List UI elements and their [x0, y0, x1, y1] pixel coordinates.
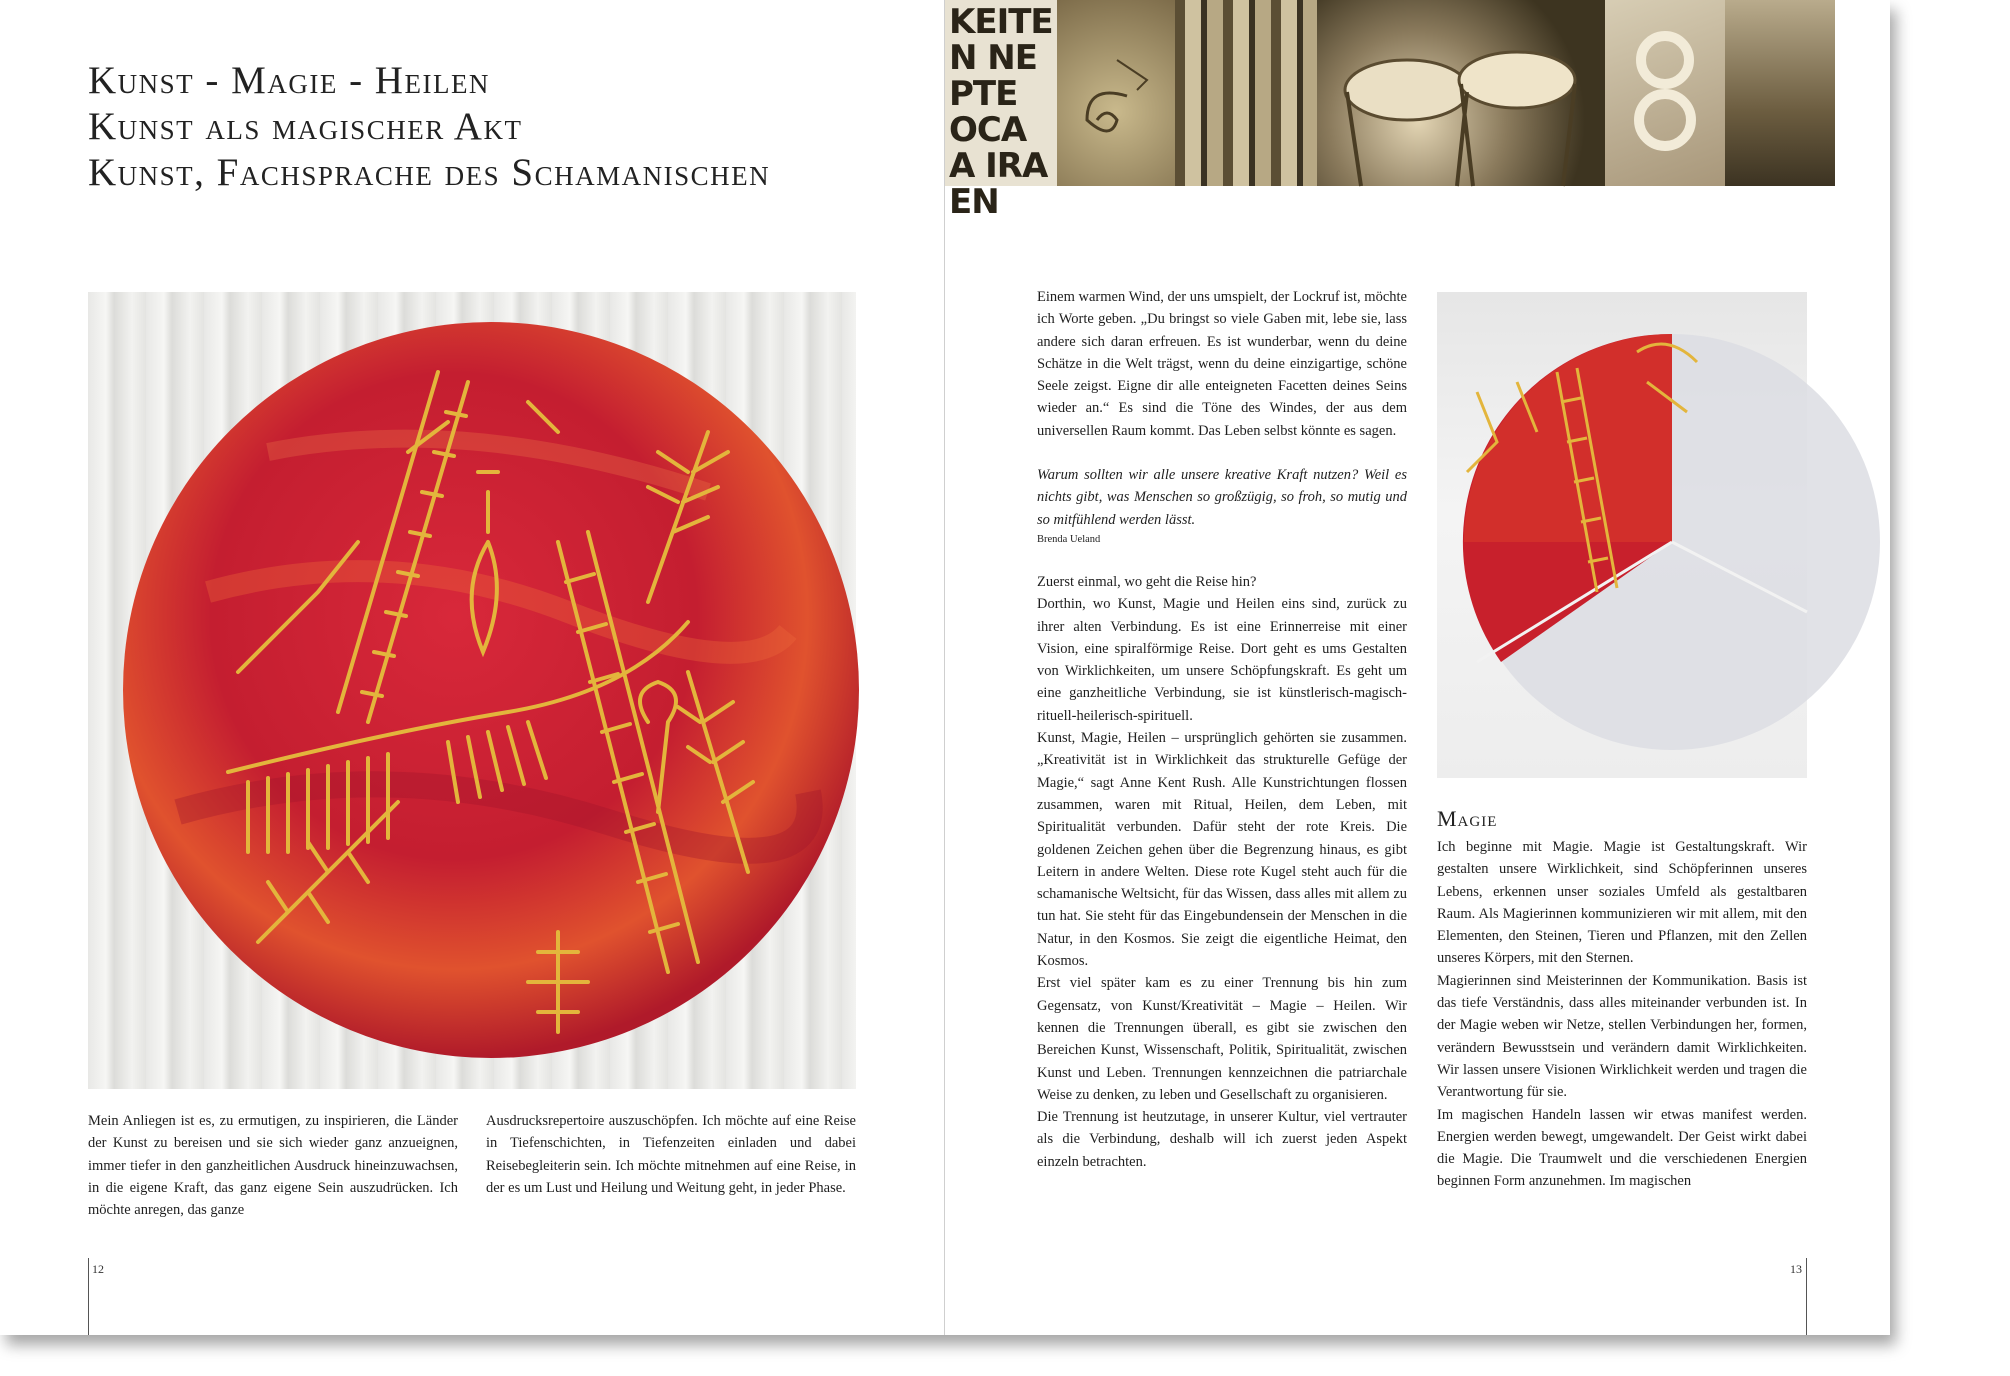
unity-paragraph: Kunst, Magie, Heilen – ursprünglich gehörten sie zusammen. „Kreativität ist in Wirklichkeit das strukturelle Gefüge der Magie,“ sagt Anne Kent Rush. Alle Kunstrichtungen flossen zusammen, waren mit Ritual, Heilen, dem Leben, mit Spiritualität verbunden. Dafür steht der rote Kreis. Die goldenen Zeichen gehen über die Begrenzung hinaus, es gibt Leitern in andere Welten. Diese rote Kugel steht auch für die schamanische Weltsicht, für das Wissen, dass alles mit allem zu tun hat. Sie steht für das Eingebundensein der Menschen in die Natur, in den Kosmos. Sie zeigt die eigentliche Heimat, den Kosmos.: [1037, 730, 1407, 970]
folio-rule-left: [88, 1258, 89, 1335]
page-number-right: 13: [1790, 1262, 1802, 1276]
closing-paragraph: Die Trennung ist heutzutage, in unserer Kultur, viel vertrauter als die Verbindung, deshalb will ich zuerst jeden Aspekt einzeln betrachten.: [1037, 1109, 1407, 1170]
journey-paragraph: Dorthin, wo Kunst, Magie und Heilen eins sind, zurück zu ihrer alten Verbindung. Es ist eine Erinnerreise mit einer Vision, eine spiralförmige Reise. Dort geht es ums Gestalten von Wirklichkeiten, um unsere Schöpfungskraft. Es geht um eine ganzheitliche Verbindung, sie ist künstlerisch-magisch-rituell-heilerisch-spirituell.: [1037, 596, 1407, 724]
half-disc-artwork: [1437, 292, 1807, 778]
red-disc-painting: [88, 292, 856, 1089]
quote-author: Brenda Ueland: [1037, 533, 1101, 545]
question-line: Zuerst einmal, wo geht die Reise hin?: [1037, 573, 1257, 590]
magie-paragraph-3: Im magischen Handeln lassen wir etwas manifest werden. Energien werden bewegt, umgewandelt. Der Geist wirkt dabei die Magie. Die Traumwelt und die verschiedenen Energien beginnen Form anzunehmen. Im magischen: [1437, 1106, 1807, 1190]
quote-text: Warum sollten wir alle unsere kreative Kraft nutzen? Weil es nichts gibt, was Menschen so großzügig, so froh, so mutig und so mitfühlend werden lässt.: [1037, 467, 1407, 528]
separation-paragraph: Erst viel später kam es zu einer Trennung bis hin zum Gegensatz, von Kunst/Kreativität – Magie – Heilen. Wir kennen die Trennungen überall, es gibt sie zwischen den Bereichen Kunst, Wissenschaft, Politik, Spiritualität, zwischen Kunst und Leben. Trennungen kennzeichnen die patriarchale Weise zu denken, zu leben und Gesellschaft zu organisieren.: [1037, 975, 1407, 1103]
strip-landscape-image: [1725, 0, 1835, 186]
title-line-1: Kunst - Magie - Heilen: [88, 59, 490, 102]
main-text-column: [1037, 286, 1407, 1173]
photo-strip: [945, 0, 1895, 222]
magie-paragraph-1: Ich beginne mit Magie. Magie ist Gestaltungskraft. Wir gestalten unsere Wirklichkeit, sind Schöpferinnen unseres Lebens, erkennen unser soziales Umfeld als gestaltbaren Raum. Als Magierinnen kommunizieren wir mit allem, mit den Elementen, den Steinen, Tieren und Pflanzen, mit den Zellen unseres Körpers, mit den Sternen.: [1437, 839, 1807, 967]
strip-drums-image: [1317, 0, 1605, 186]
magie-text-column: [1437, 836, 1807, 1193]
section-heading-magie: Magie: [1437, 806, 1498, 831]
strip-figures-image: [1175, 0, 1317, 186]
intro-paragraph: Einem warmen Wind, der uns umspielt, der Lockruf ist, möchte ich Worte geben. „Du bringst so viele Gaben mit, lebe sie, lass andere sich daran erfreuen. Es ist wunderbar, wenn du deine Schätze in die Welt trägst, wenn du deine einzigartige, schöne Seele zeigst. Eigne dir alle enteigneten Facetten deines Seins wieder an.“ Es sind die Töne des Windes, der aus dem universellen Raum kommt. Das Leben selbst könnte es sagen.: [1037, 289, 1407, 439]
strip-typography-text: KEITEN NEPTE OCA A IRA EN: [949, 2, 1053, 222]
strip-typography-image: [945, 0, 1057, 222]
folio-rule-right: [1806, 1258, 1807, 1335]
red-disc: [123, 322, 859, 1058]
title-line-3: Kunst, Fachsprache des Schamanischen: [88, 151, 771, 194]
page-number-left: 12: [92, 1262, 104, 1276]
title-line-2: Kunst als magischer Akt: [88, 105, 523, 148]
half-disc-painting: [1437, 292, 1807, 778]
strip-carving-image: [1605, 0, 1725, 186]
intro-text-col1: Mein Anliegen ist es, zu ermutigen, zu inspirieren, die Länder der Kunst zu bereisen und sie sich wieder ganz anzueignen, immer tiefer in den ganzheitlichen Ausdruck hineinzuwachsen, in die eigene Kraft, das ganz eigene Sein auszudrücken. Ich möchte anregen, das ganze: [88, 1113, 458, 1219]
magie-paragraph-2: Magierinnen sind Meisterinnen der Kommunikation. Basis ist das tiefe Verständnis, dass alles miteinander verbunden ist. In der Magie weben wir Netze, stellen Verbindungen her, formen, verändern Bewusstsein und verändern damit Wirklichkeiten. Wir lassen unsere Visionen Wirklichkeit werden und tragen die Verantwortung für sie.: [1437, 972, 1807, 1101]
red-disc-artwork: [88, 292, 856, 1089]
spiral-icon: [1057, 0, 1175, 186]
carved-knot-icon: [1605, 0, 1725, 186]
drum-icon: [1317, 0, 1605, 186]
page-title: [88, 58, 770, 196]
intro-text-col2: Ausdrucksrepertoire auszuschöpfen. Ich möchte auf eine Reise in Tiefenschichten, in Tiefenzeiten einladen und dabei Reisebegleiterin sein. Ich möchte mitnehmen auf eine Reise, in der es um Lust und Heilung und Weitung geht, in jeder Phase.: [486, 1113, 856, 1196]
left-page: [0, 0, 945, 1335]
strip-spiral-image: [1057, 0, 1175, 186]
